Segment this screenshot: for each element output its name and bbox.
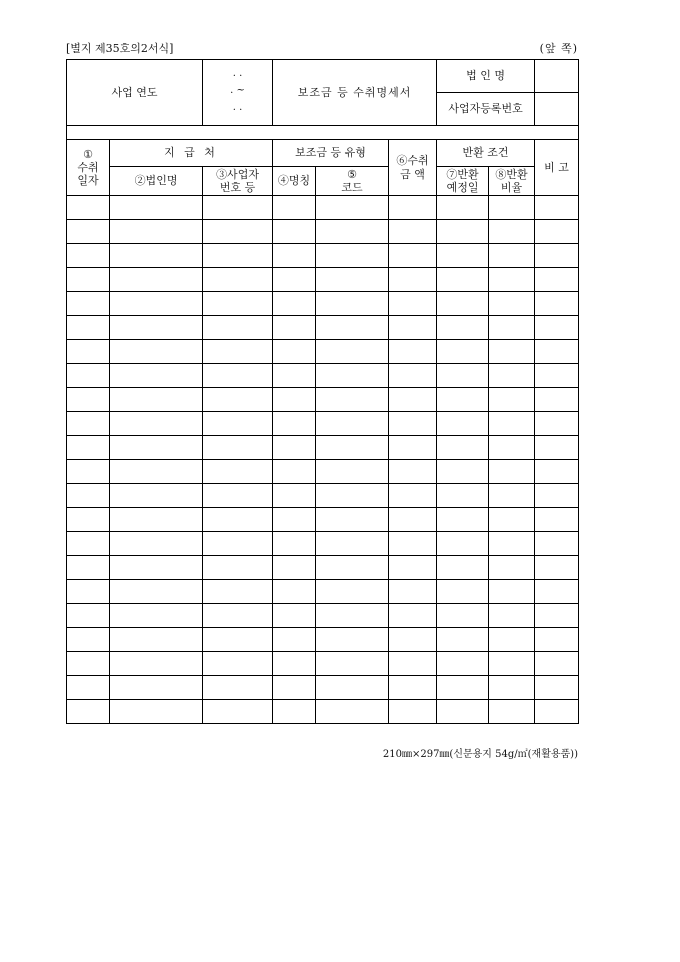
entry-cell[interactable] xyxy=(110,412,203,436)
entry-cell[interactable] xyxy=(389,220,437,244)
entry-cell[interactable] xyxy=(273,268,316,292)
entry-cell[interactable] xyxy=(316,340,389,364)
entry-cell[interactable] xyxy=(437,484,489,508)
entry-cell[interactable] xyxy=(67,580,110,604)
entry-cell[interactable] xyxy=(67,652,110,676)
entry-cell[interactable] xyxy=(535,364,579,388)
entry-cell[interactable] xyxy=(437,604,489,628)
entry-cell[interactable] xyxy=(316,556,389,580)
entry-cell[interactable] xyxy=(67,436,110,460)
col-business-number: ③사업자 번호 등 xyxy=(203,167,273,196)
entry-cell[interactable] xyxy=(203,340,273,364)
entry-cell[interactable] xyxy=(389,532,437,556)
entry-cell[interactable] xyxy=(437,652,489,676)
entry-cell[interactable] xyxy=(437,364,489,388)
table-row xyxy=(67,484,579,508)
entry-cell[interactable] xyxy=(489,316,535,340)
entry-cell[interactable] xyxy=(203,508,273,532)
entry-cell[interactable] xyxy=(67,412,110,436)
entry-cell[interactable] xyxy=(203,652,273,676)
entry-cell[interactable] xyxy=(489,244,535,268)
entry-cell[interactable] xyxy=(389,364,437,388)
entry-cell[interactable] xyxy=(67,364,110,388)
entry-cell[interactable] xyxy=(67,220,110,244)
entry-cell[interactable] xyxy=(110,628,203,652)
entry-cell[interactable] xyxy=(489,412,535,436)
entry-cell[interactable] xyxy=(535,484,579,508)
entry-cell[interactable] xyxy=(110,652,203,676)
entry-cell[interactable] xyxy=(437,412,489,436)
entry-cell[interactable] xyxy=(437,292,489,316)
entry-cell[interactable] xyxy=(489,268,535,292)
entry-cell[interactable] xyxy=(273,364,316,388)
entry-cell[interactable] xyxy=(67,292,110,316)
entry-cell[interactable] xyxy=(110,700,203,724)
business-year-label: 사업 연도 xyxy=(67,60,203,126)
entry-cell[interactable] xyxy=(535,316,579,340)
entry-cell[interactable] xyxy=(316,196,389,220)
table-row xyxy=(67,580,579,604)
business-year-input[interactable]: . . . ~ . . xyxy=(203,60,273,126)
entry-cell[interactable] xyxy=(535,532,579,556)
entry-cell[interactable] xyxy=(67,268,110,292)
entry-cell[interactable] xyxy=(110,532,203,556)
entry-cell[interactable] xyxy=(535,700,579,724)
entry-cell[interactable] xyxy=(489,460,535,484)
entry-cell[interactable] xyxy=(316,580,389,604)
subsidy-receipt-table xyxy=(66,59,579,724)
table-row xyxy=(67,340,579,364)
entry-cell[interactable] xyxy=(535,628,579,652)
reg-no-label: 사업자등록번호 xyxy=(437,93,535,126)
entry-cell[interactable] xyxy=(110,676,203,700)
entry-cell[interactable] xyxy=(67,340,110,364)
col-subsidy-code: ⑤ 코드 xyxy=(316,167,389,196)
entry-cell[interactable] xyxy=(316,484,389,508)
entry-cell[interactable] xyxy=(203,556,273,580)
entry-cell[interactable] xyxy=(316,652,389,676)
entry-cell[interactable] xyxy=(389,412,437,436)
entry-cell[interactable] xyxy=(389,676,437,700)
entry-cell[interactable] xyxy=(67,196,110,220)
entry-cell[interactable] xyxy=(535,652,579,676)
entry-cell[interactable] xyxy=(389,460,437,484)
entry-cell[interactable] xyxy=(316,268,389,292)
table-row xyxy=(67,532,579,556)
entry-cell[interactable] xyxy=(389,484,437,508)
table-row xyxy=(67,364,579,388)
form-title: 보조금 등 수취명세서 xyxy=(273,60,437,126)
entry-cell[interactable] xyxy=(489,604,535,628)
entry-cell[interactable] xyxy=(489,556,535,580)
paper-spec: 210㎜×297㎜(신문용지 54g/㎡(재활용품)) xyxy=(382,749,578,760)
col-return-ratio: ⑧반환 비율 xyxy=(489,167,535,196)
entry-cell[interactable] xyxy=(316,220,389,244)
entry-cell[interactable] xyxy=(389,436,437,460)
table-row xyxy=(67,388,579,412)
entry-cell[interactable] xyxy=(316,628,389,652)
entry-cell[interactable] xyxy=(437,388,489,412)
spacer-row xyxy=(67,126,579,140)
entry-cell[interactable] xyxy=(273,604,316,628)
entry-cell[interactable] xyxy=(67,604,110,628)
col-received-amount: ⑥수취 금 액 xyxy=(389,140,437,196)
form-id: [별지 제35호의2서식] xyxy=(66,42,174,55)
entry-cell[interactable] xyxy=(316,676,389,700)
entry-cell[interactable] xyxy=(110,220,203,244)
entry-cell[interactable] xyxy=(273,556,316,580)
entry-cell[interactable] xyxy=(316,460,389,484)
entry-cell[interactable] xyxy=(203,484,273,508)
table-row xyxy=(67,196,579,220)
entry-cell[interactable] xyxy=(110,292,203,316)
entry-cell[interactable] xyxy=(110,460,203,484)
entry-cell[interactable] xyxy=(203,436,273,460)
entry-cell[interactable] xyxy=(489,508,535,532)
entry-cell[interactable] xyxy=(535,604,579,628)
entry-cell[interactable] xyxy=(316,316,389,340)
entry-cell[interactable] xyxy=(389,268,437,292)
entry-cell[interactable] xyxy=(273,676,316,700)
entry-cell[interactable] xyxy=(316,244,389,268)
table-row xyxy=(67,292,579,316)
entry-cell[interactable] xyxy=(389,556,437,580)
entry-cell[interactable] xyxy=(67,628,110,652)
entry-cell[interactable] xyxy=(489,196,535,220)
col-return-date: ⑦반환 예정일 xyxy=(437,167,489,196)
entry-cell[interactable] xyxy=(203,628,273,652)
entry-cell[interactable] xyxy=(535,220,579,244)
entry-cell[interactable] xyxy=(273,436,316,460)
entry-cell[interactable] xyxy=(203,604,273,628)
entry-cell[interactable] xyxy=(437,460,489,484)
entry-cell[interactable] xyxy=(489,532,535,556)
entry-cell[interactable] xyxy=(273,628,316,652)
corp-name-field[interactable] xyxy=(535,60,579,93)
entry-cell[interactable] xyxy=(389,652,437,676)
entry-cell[interactable] xyxy=(316,292,389,316)
entry-cell[interactable] xyxy=(535,676,579,700)
entry-cell[interactable] xyxy=(203,460,273,484)
table-row xyxy=(67,268,579,292)
entry-cell[interactable] xyxy=(437,340,489,364)
entry-cell[interactable] xyxy=(110,244,203,268)
entry-cell[interactable] xyxy=(535,340,579,364)
entry-cell[interactable] xyxy=(67,316,110,340)
entry-cell[interactable] xyxy=(535,508,579,532)
entry-cell[interactable] xyxy=(489,292,535,316)
entry-cell[interactable] xyxy=(437,316,489,340)
entry-cell[interactable] xyxy=(110,196,203,220)
table-row xyxy=(67,244,579,268)
col-receipt-date: ① 수취 일자 xyxy=(67,140,110,196)
col-corp-name: ②법인명 xyxy=(110,167,203,196)
entry-cell[interactable] xyxy=(273,700,316,724)
col-group-return: 반환 조건 xyxy=(437,140,535,167)
entry-cell[interactable] xyxy=(203,268,273,292)
col-group-payer: 지 급 처 xyxy=(110,140,273,167)
entry-cell[interactable] xyxy=(437,532,489,556)
entry-cell[interactable] xyxy=(389,700,437,724)
entry-cell[interactable] xyxy=(273,508,316,532)
entry-cell[interactable] xyxy=(67,700,110,724)
entry-cell[interactable] xyxy=(110,364,203,388)
entry-cell[interactable] xyxy=(535,460,579,484)
entry-cell[interactable] xyxy=(437,244,489,268)
entry-cell[interactable] xyxy=(110,508,203,532)
entry-cell[interactable] xyxy=(203,700,273,724)
entry-cell[interactable] xyxy=(67,508,110,532)
entry-cell[interactable] xyxy=(535,556,579,580)
entry-cell[interactable] xyxy=(437,268,489,292)
entry-cell[interactable] xyxy=(489,652,535,676)
entry-cell[interactable] xyxy=(389,628,437,652)
entry-cell[interactable] xyxy=(203,196,273,220)
entry-cell[interactable] xyxy=(489,220,535,244)
entry-cell[interactable] xyxy=(389,604,437,628)
entry-cell[interactable] xyxy=(273,484,316,508)
entry-cell[interactable] xyxy=(389,508,437,532)
table-row xyxy=(67,436,579,460)
entry-cell[interactable] xyxy=(203,532,273,556)
entry-cell[interactable] xyxy=(316,388,389,412)
col-subsidy-name: ④명칭 xyxy=(273,167,316,196)
page-side: (앞 쪽) xyxy=(539,42,578,55)
entry-cell[interactable] xyxy=(203,364,273,388)
table-row xyxy=(67,460,579,484)
entry-cell[interactable] xyxy=(203,412,273,436)
table-row xyxy=(67,676,579,700)
table-row xyxy=(67,220,579,244)
entry-cell[interactable] xyxy=(316,508,389,532)
entry-cell[interactable] xyxy=(437,508,489,532)
entry-cell[interactable] xyxy=(273,580,316,604)
table-row xyxy=(67,508,579,532)
entry-cell[interactable] xyxy=(437,676,489,700)
entry-cell[interactable] xyxy=(67,484,110,508)
entry-cell[interactable] xyxy=(535,196,579,220)
entry-cell[interactable] xyxy=(316,604,389,628)
entry-cell[interactable] xyxy=(389,388,437,412)
entry-cell[interactable] xyxy=(67,244,110,268)
entry-cell[interactable] xyxy=(273,652,316,676)
entry-cell[interactable] xyxy=(67,676,110,700)
entry-cell[interactable] xyxy=(273,196,316,220)
entry-cell[interactable] xyxy=(67,556,110,580)
entry-cell[interactable] xyxy=(203,580,273,604)
entry-cell[interactable] xyxy=(67,532,110,556)
table-row xyxy=(67,412,579,436)
col-group-subsidy-type: 보조금 등 유형 xyxy=(273,140,389,167)
entry-cell[interactable] xyxy=(110,316,203,340)
entry-cell[interactable] xyxy=(489,364,535,388)
entry-cell[interactable] xyxy=(437,556,489,580)
entry-cell[interactable] xyxy=(110,388,203,412)
entry-cell[interactable] xyxy=(67,460,110,484)
entry-cell[interactable] xyxy=(273,388,316,412)
entry-cell[interactable] xyxy=(203,676,273,700)
entry-cell[interactable] xyxy=(273,340,316,364)
entry-cell[interactable] xyxy=(437,196,489,220)
entry-cell[interactable] xyxy=(110,484,203,508)
entry-cell[interactable] xyxy=(535,580,579,604)
table-row xyxy=(67,604,579,628)
entry-cell[interactable] xyxy=(203,220,273,244)
entry-cell[interactable] xyxy=(316,436,389,460)
entry-cell[interactable] xyxy=(273,532,316,556)
entry-cell[interactable] xyxy=(437,220,489,244)
entry-cell[interactable] xyxy=(489,484,535,508)
entry-cell[interactable] xyxy=(437,628,489,652)
entry-cell[interactable] xyxy=(489,676,535,700)
table-row xyxy=(67,652,579,676)
entry-cell[interactable] xyxy=(110,604,203,628)
entry-cell[interactable] xyxy=(316,412,389,436)
col-remarks: 비 고 xyxy=(535,140,579,196)
entry-cell[interactable] xyxy=(316,532,389,556)
entry-cell[interactable] xyxy=(437,580,489,604)
entry-cell[interactable] xyxy=(273,244,316,268)
entry-cell[interactable] xyxy=(389,580,437,604)
corp-name-label: 법 인 명 xyxy=(437,60,535,93)
table-row xyxy=(67,556,579,580)
entry-cell[interactable] xyxy=(389,340,437,364)
entry-cell[interactable] xyxy=(110,436,203,460)
entry-cell[interactable] xyxy=(389,244,437,268)
entry-cell[interactable] xyxy=(489,628,535,652)
entry-cell[interactable] xyxy=(535,388,579,412)
entry-cell[interactable] xyxy=(110,556,203,580)
entry-cell[interactable] xyxy=(273,220,316,244)
entry-cell[interactable] xyxy=(389,292,437,316)
entry-cell[interactable] xyxy=(203,244,273,268)
entry-cell[interactable] xyxy=(273,412,316,436)
entry-cell[interactable] xyxy=(535,436,579,460)
entry-cell[interactable] xyxy=(203,316,273,340)
entry-cell[interactable] xyxy=(535,412,579,436)
entry-cell[interactable] xyxy=(273,292,316,316)
entry-cell[interactable] xyxy=(437,436,489,460)
entry-cell[interactable] xyxy=(489,700,535,724)
entry-cell[interactable] xyxy=(203,292,273,316)
entry-cell[interactable] xyxy=(535,244,579,268)
entry-cell[interactable] xyxy=(535,268,579,292)
entry-cell[interactable] xyxy=(389,196,437,220)
entry-cell[interactable] xyxy=(489,388,535,412)
entry-cell[interactable] xyxy=(273,316,316,340)
entry-cell[interactable] xyxy=(535,292,579,316)
entry-cell[interactable] xyxy=(67,388,110,412)
entry-cell[interactable] xyxy=(489,340,535,364)
entry-cell[interactable] xyxy=(489,436,535,460)
table-row xyxy=(67,628,579,652)
table-row xyxy=(67,700,579,724)
reg-no-field[interactable] xyxy=(535,93,579,126)
entry-cell[interactable] xyxy=(110,580,203,604)
entry-cell[interactable] xyxy=(273,460,316,484)
table-row xyxy=(67,316,579,340)
entry-cell[interactable] xyxy=(489,580,535,604)
entry-cell[interactable] xyxy=(389,316,437,340)
entry-cell[interactable] xyxy=(316,700,389,724)
entry-cell[interactable] xyxy=(203,388,273,412)
entry-cell[interactable] xyxy=(110,340,203,364)
entry-cell[interactable] xyxy=(437,700,489,724)
entry-cell[interactable] xyxy=(316,364,389,388)
entry-cell[interactable] xyxy=(110,268,203,292)
